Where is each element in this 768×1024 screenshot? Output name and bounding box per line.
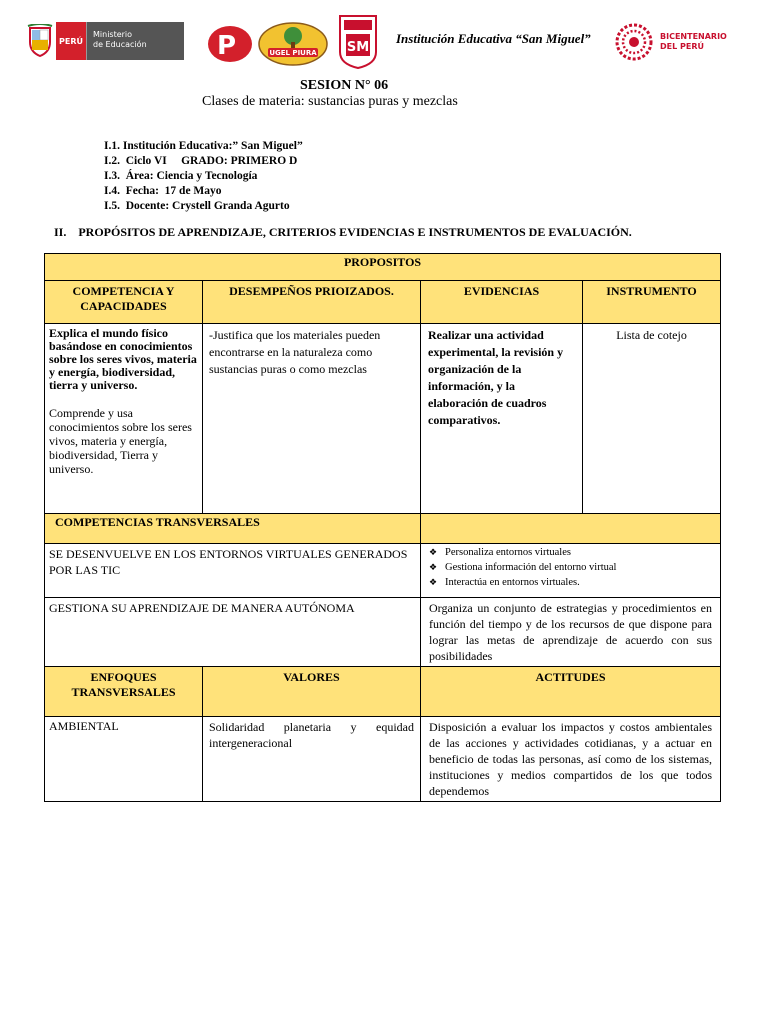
info-institution: I.1. Institución Educativa:” San Miguel” (104, 140, 303, 152)
section-ii-heading: II. PROPÓSITOS DE APRENDIZAJE, CRITERIOS EVIDENCIAS E INSTRUMENTOS DE EVALUACIÓN. (54, 225, 632, 239)
capacidad-text: Comprende y usa conocimientos sobre los seres vivos, materia y energía, biodiversidad, Tierra y universo. (49, 406, 192, 476)
bicentenario-text: BICENTENARIO DEL PERÚ (660, 32, 727, 51)
evidencia-cell: Realizar una actividad experimental, la revisión y organización de la información, y la elaboración de cuadros comparativos. (421, 324, 583, 514)
tic-capacidades-list (421, 544, 720, 591)
enfoques-header: ENFOQUES TRANSVERSALES (45, 667, 203, 717)
desempeno-cell: -Justifica que los materiales pueden encontrarse en la naturaleza como sustancias puras o como mezclas (203, 324, 421, 514)
ministry-name: Ministerio de Educación (86, 22, 184, 60)
peru-badge: PERÚ (56, 22, 86, 60)
bicentenario-emblem-icon (614, 22, 654, 62)
evidencias-header: EVIDENCIAS (421, 281, 583, 324)
san-miguel-shield-logo (338, 14, 378, 70)
competencia-header: COMPETENCIA Y CAPACIDADES (45, 281, 203, 324)
desempenos-header: DESEMPEÑOS PRIOIZADOS. (203, 281, 421, 324)
list-item: ❖ Interactúa en entornos virtuales. (429, 577, 580, 588)
list-item: ❖ Gestiona información del entorno virtual (429, 562, 617, 573)
session-subtitle: Clases de materia: sustancias puras y mezclas (202, 94, 458, 109)
actitudes-header: ACTITUDES (421, 667, 721, 717)
minedu-logo (24, 22, 184, 60)
list-item: ❖ Personaliza entornos virtuales (429, 547, 571, 558)
transversales-header-empty (421, 514, 721, 544)
ugel-piura-logo (258, 22, 328, 66)
p-logo (207, 24, 253, 64)
peru-coat-of-arms-icon (24, 22, 56, 60)
competencia-cell (45, 324, 203, 514)
actitud-cell: Disposición a evaluar los impactos y costos ambientales de las acciones y actividades cotidianas, y a actuar en beneficio de todas las personas, así como de los sistemas, instituciones y medios compartidos de los que todos dependemos (421, 717, 721, 802)
gestiona-competencia: GESTIONA SU APRENDIZAJE DE MANERA AUTÓNOMA (45, 598, 421, 667)
transversales-header: COMPETENCIAS TRANSVERSALES (45, 514, 421, 544)
competencia-text: Explica el mundo físico basándose en conocimientos sobre los seres vivos, materia y energía, biodiversidad, tierra y universo. (49, 326, 197, 392)
general-info (104, 139, 303, 214)
enfoque-cell: AMBIENTAL (45, 717, 203, 802)
tic-capacidades-cell (421, 544, 721, 598)
info-date: I.4. Fecha: 17 de Mayo (104, 185, 222, 197)
bicentenario-logo (614, 20, 744, 64)
info-area: I.3. Área: Ciencia y Tecnología (104, 170, 258, 182)
institution-title: Institución Educativa “San Miguel” (396, 31, 591, 46)
diamond-bullet-icon: ❖ (429, 562, 438, 572)
svg-text:UGEL PIURA: UGEL PIURA (269, 49, 317, 57)
diamond-bullet-icon: ❖ (429, 547, 438, 557)
info-cycle-grade: I.2. Ciclo VI GRADO: PRIMERO D (104, 155, 298, 167)
info-teacher: I.5. Docente: Crystell Granda Agurto (104, 200, 290, 212)
propositos-header: PROPOSITOS (45, 254, 721, 281)
gestiona-descripcion: Organiza un conjunto de estrategias y procedimientos en función del tiempo y de los recursos de que dispone para lograr las metas de aprendizaje de acuerdo con sus posibilidades (421, 598, 721, 667)
diamond-bullet-icon: ❖ (429, 577, 438, 587)
svg-text:P: P (217, 31, 237, 61)
instrumento-header: INSTRUMENTO (583, 281, 721, 324)
session-title: SESION N° 06 (300, 78, 389, 93)
valores-header: VALORES (203, 667, 421, 717)
valor-cell: Solidaridad planetaria y equidad intergeneracional (203, 717, 421, 802)
svg-text:SM: SM (346, 40, 370, 55)
tic-competencia: SE DESENVUELVE EN LOS ENTORNOS VIRTUALES GENERADOS POR LAS TIC (45, 544, 421, 598)
instrumento-cell: Lista de cotejo (583, 324, 721, 514)
evaluation-table (44, 253, 721, 802)
